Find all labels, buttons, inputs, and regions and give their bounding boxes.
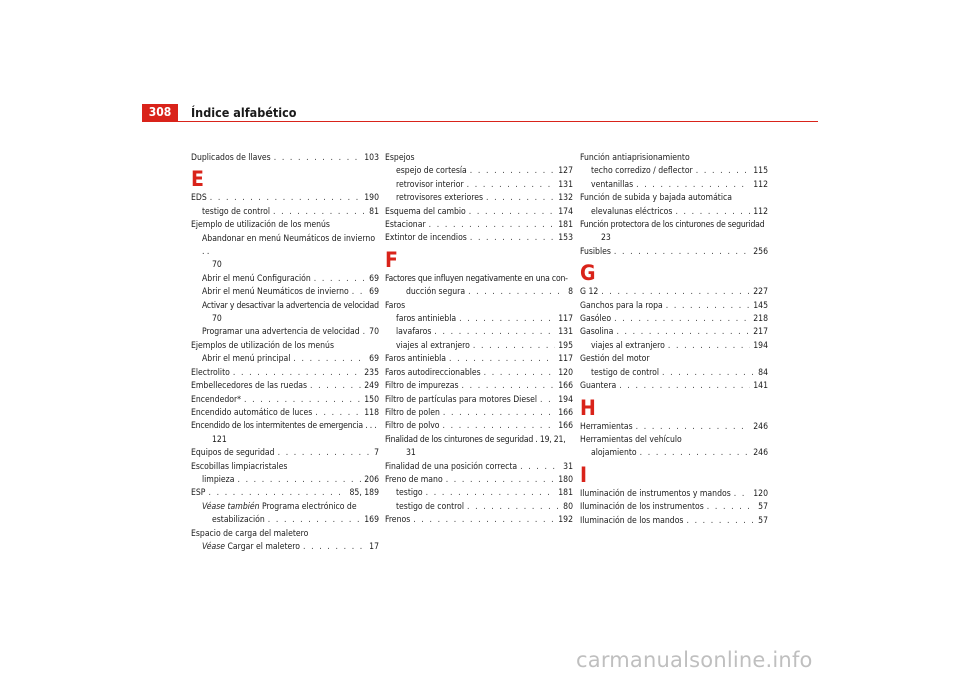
index-entry bbox=[385, 474, 573, 487]
leader-dots bbox=[662, 367, 755, 380]
leader-dots bbox=[601, 286, 750, 299]
page-ref: 174 bbox=[558, 206, 573, 217]
index-entry bbox=[385, 206, 573, 219]
leader-dots bbox=[233, 367, 361, 380]
leader-dots bbox=[640, 447, 751, 460]
entry-text: Abrir el menú Neumáticos de invierno bbox=[202, 287, 349, 298]
leader-dots bbox=[268, 514, 362, 527]
index-entry bbox=[580, 219, 768, 246]
leader-dots bbox=[686, 515, 755, 528]
entry-text: EDS bbox=[191, 193, 207, 204]
entry-text: Faros antiniebla bbox=[385, 354, 447, 365]
index-entry bbox=[580, 515, 768, 528]
index-entry bbox=[191, 461, 379, 474]
entry-text: Finalidad de una posición correcta bbox=[385, 461, 518, 472]
page-ref: 169 bbox=[364, 515, 379, 526]
index-column-3 bbox=[580, 152, 768, 528]
index-entry bbox=[191, 192, 379, 205]
page-ref: 166 bbox=[558, 381, 573, 392]
entry-text: viajes al extranjero bbox=[396, 340, 470, 351]
index-entry bbox=[191, 340, 379, 353]
index-entry bbox=[385, 514, 573, 527]
see-label: Véase bbox=[202, 541, 226, 552]
entry-text: Abandonar en menú Neumáticos de invierno . . bbox=[202, 233, 376, 258]
index-entry bbox=[191, 420, 379, 447]
page-ref: 194 bbox=[753, 340, 768, 351]
page-ref: 190 bbox=[364, 193, 379, 204]
page-ref: 246 bbox=[753, 448, 768, 459]
entry-text: Programa electrónico de bbox=[259, 501, 357, 512]
page-ref: 249 bbox=[364, 381, 379, 392]
leader-dots bbox=[237, 474, 361, 487]
index-entry bbox=[385, 152, 573, 165]
section-letter-e: E bbox=[191, 167, 204, 192]
page-ref: 70 bbox=[212, 314, 222, 325]
index-subentry bbox=[191, 326, 379, 339]
page-ref: 127 bbox=[558, 166, 573, 177]
leader-dots bbox=[614, 313, 750, 326]
index-subentry bbox=[191, 273, 379, 286]
entry-text: retrovisores exteriores bbox=[396, 193, 483, 204]
page-ref: 246 bbox=[753, 421, 768, 432]
leader-dots bbox=[310, 380, 361, 393]
entry-text: Cargar el maletero bbox=[225, 541, 301, 552]
leader-dots bbox=[614, 246, 750, 259]
entry-text: Ejemplo de utilización de los menús bbox=[191, 220, 330, 231]
page-ref: 120 bbox=[753, 488, 768, 499]
index-entry bbox=[580, 434, 768, 447]
index-entry bbox=[191, 367, 379, 380]
page-ref: 23 bbox=[601, 233, 611, 244]
leader-dots bbox=[470, 232, 555, 245]
entry-text: Espacio de carga del maletero bbox=[191, 528, 309, 539]
leader-dots bbox=[486, 192, 555, 205]
index-entry bbox=[580, 313, 768, 326]
entry-text: Encendido automático de luces bbox=[191, 407, 313, 418]
entry-text: elevalunas eléctricos bbox=[591, 206, 673, 217]
entry-text: Estacionar bbox=[385, 220, 426, 231]
index-entry bbox=[580, 246, 768, 259]
entry-text: viajes al extranjero bbox=[591, 340, 665, 351]
page-ref: 117 bbox=[558, 354, 573, 365]
entry-text: techo corredizo / deflector bbox=[591, 166, 693, 177]
leader-dots bbox=[434, 326, 555, 339]
index-entry bbox=[191, 394, 379, 407]
index-subentry bbox=[191, 300, 379, 327]
entry-text: Factores que influyen negativamente en una con- bbox=[385, 273, 568, 284]
index-entry bbox=[191, 407, 379, 420]
index-entry bbox=[580, 192, 768, 205]
page-ref: 85, 189 bbox=[349, 488, 379, 499]
leader-dots bbox=[293, 353, 366, 366]
index-subentry bbox=[580, 165, 768, 178]
page-ref: 31 bbox=[406, 448, 416, 459]
leader-dots bbox=[675, 206, 750, 219]
index-entry bbox=[385, 273, 573, 300]
leader-dots bbox=[459, 313, 555, 326]
leader-dots bbox=[429, 219, 556, 232]
see-also-label: Véase también bbox=[202, 501, 260, 512]
entry-text: Escobillas limpiacristales bbox=[191, 461, 288, 472]
entry-text: Ejemplos de utilización de los menús bbox=[191, 340, 334, 351]
entry-text-continued: ducción segura bbox=[406, 287, 466, 298]
index-entry bbox=[385, 434, 573, 461]
index-entry bbox=[191, 487, 379, 500]
page-ref: 227 bbox=[753, 287, 768, 298]
entry-text: alojamiento bbox=[591, 448, 637, 459]
entry-text: Filtro de impurezas bbox=[385, 381, 459, 392]
entry-text: Equipos de seguridad bbox=[191, 448, 275, 459]
page-ref: 103 bbox=[364, 153, 379, 163]
index-subentry bbox=[385, 501, 573, 514]
leader-dots bbox=[666, 300, 751, 313]
page-ref: 150 bbox=[364, 394, 379, 405]
entry-text: Guantera bbox=[580, 381, 617, 392]
index-subentry bbox=[385, 326, 573, 339]
index-entry bbox=[385, 367, 573, 380]
entry-text: ESP bbox=[191, 488, 206, 499]
leader-dots bbox=[616, 326, 750, 339]
index-subentry bbox=[385, 340, 573, 353]
entry-text: Faros bbox=[385, 300, 406, 311]
index-subentry bbox=[191, 233, 379, 273]
index-entry bbox=[580, 326, 768, 339]
index-subentry bbox=[580, 179, 768, 192]
page-ref: 121 bbox=[212, 434, 227, 445]
entry-text: testigo de control bbox=[396, 501, 464, 512]
entry-text: Filtro de partículas para motores Diesel bbox=[385, 394, 538, 405]
entry-text: Función protectora de los cinturones de seguridad bbox=[580, 220, 765, 231]
page-ref: 115 bbox=[753, 166, 768, 177]
leader-dots bbox=[208, 487, 346, 500]
leader-dots bbox=[520, 461, 560, 474]
leader-dots bbox=[636, 179, 750, 192]
entry-text: Extintor de incendios bbox=[385, 233, 467, 244]
entry-text: testigo de control bbox=[202, 206, 270, 217]
entry-text: Freno de mano bbox=[385, 474, 443, 485]
entry-text: Finalidad de los cinturones de seguridad . 19, 21, bbox=[385, 434, 566, 445]
page-number-badge: 308 bbox=[142, 104, 178, 121]
entry-text: Gasolina bbox=[580, 327, 614, 338]
page-ref: 132 bbox=[558, 193, 573, 204]
index-entry bbox=[385, 420, 573, 433]
entry-text: Electrolito bbox=[191, 367, 230, 378]
leader-dots bbox=[274, 152, 362, 165]
index-subentry bbox=[385, 487, 573, 500]
leader-dots bbox=[303, 541, 366, 554]
leader-dots bbox=[484, 367, 556, 380]
leader-dots bbox=[210, 192, 361, 205]
page-ref: 31 bbox=[563, 461, 573, 472]
entry-text: retrovisor interior bbox=[396, 179, 464, 190]
index-subentry bbox=[580, 447, 768, 460]
index-entry bbox=[580, 152, 768, 165]
index-subentry bbox=[191, 286, 379, 299]
section-letter-g: G bbox=[580, 261, 596, 286]
index-entry bbox=[385, 394, 573, 407]
index-subentry bbox=[385, 192, 573, 205]
index-subentry bbox=[580, 367, 768, 380]
page-ref: 112 bbox=[753, 179, 768, 190]
entry-text: Iluminación de los mandos bbox=[580, 515, 684, 526]
entry-text: G 12 bbox=[580, 287, 599, 298]
leader-dots bbox=[468, 286, 565, 299]
leader-dots bbox=[446, 474, 556, 487]
entry-text: Embellecedores de las ruedas bbox=[191, 381, 308, 392]
page-ref: 180 bbox=[558, 474, 573, 485]
entry-text: lavafaros bbox=[396, 327, 432, 338]
index-entry bbox=[580, 300, 768, 313]
index-entry bbox=[191, 447, 379, 460]
leader-dots bbox=[443, 407, 555, 420]
leader-dots bbox=[413, 514, 555, 527]
leader-dots bbox=[352, 286, 366, 299]
entry-text: testigo bbox=[396, 488, 423, 499]
index-entry bbox=[385, 232, 573, 245]
index-entry bbox=[385, 461, 573, 474]
entry-text: ventanillas bbox=[591, 179, 634, 190]
entry-text: Frenos bbox=[385, 515, 411, 526]
page-ref: 81 bbox=[369, 206, 379, 217]
page-ref: 70 bbox=[212, 260, 222, 271]
entry-text: Función antiaprisionamiento bbox=[580, 153, 690, 163]
page-ref: 7 bbox=[374, 448, 379, 459]
index-entry bbox=[580, 501, 768, 514]
index-entry bbox=[385, 219, 573, 232]
index-entry bbox=[191, 152, 379, 165]
page-ref: 166 bbox=[558, 407, 573, 418]
index-entry bbox=[580, 286, 768, 299]
page-ref: 141 bbox=[753, 381, 768, 392]
index-subentry bbox=[191, 514, 379, 527]
page-ref: 69 bbox=[369, 273, 379, 284]
page-ref: 145 bbox=[753, 300, 768, 311]
entry-text: Programar una advertencia de velocidad bbox=[202, 327, 360, 338]
leader-dots bbox=[462, 380, 556, 393]
leader-dots bbox=[696, 165, 751, 178]
leader-dots bbox=[540, 394, 555, 407]
page-ref: 120 bbox=[558, 367, 573, 378]
entry-text: Encendido de los intermitentes de emergencia . . . bbox=[191, 421, 377, 432]
page-ref: 118 bbox=[364, 407, 379, 418]
entry-text: Faros autodireccionables bbox=[385, 367, 481, 378]
index-subentry bbox=[580, 340, 768, 353]
index-subentry bbox=[191, 541, 379, 554]
index-subentry bbox=[191, 474, 379, 487]
index-entry bbox=[191, 219, 379, 232]
entry-text: Esquema del cambio bbox=[385, 206, 466, 217]
entry-text: Filtro de polen bbox=[385, 407, 440, 418]
entry-text: Abrir el menú Configuración bbox=[202, 273, 311, 284]
leader-dots bbox=[315, 407, 361, 420]
index-subentry bbox=[191, 501, 379, 514]
section-letter-i: I bbox=[580, 462, 588, 487]
page-ref: 69 bbox=[369, 287, 379, 298]
section-letter-h: H bbox=[580, 395, 596, 420]
leader-dots bbox=[707, 501, 755, 514]
entry-text: Herramientas bbox=[580, 421, 633, 432]
page-ref: 131 bbox=[558, 327, 573, 338]
page-ref: 181 bbox=[558, 488, 573, 499]
leader-dots bbox=[363, 326, 366, 339]
leader-dots bbox=[467, 179, 556, 192]
leader-dots bbox=[469, 206, 555, 219]
page-ref: 206 bbox=[364, 474, 379, 485]
leader-dots bbox=[734, 488, 750, 501]
leader-dots bbox=[244, 394, 361, 407]
entry-text: Activar y desactivar la advertencia de velocidad bbox=[202, 300, 379, 311]
page-ref: 17 bbox=[369, 541, 379, 552]
page-ref: 112 bbox=[753, 206, 768, 217]
leader-dots bbox=[314, 273, 366, 286]
index-entry bbox=[580, 421, 768, 434]
page-ref: 235 bbox=[364, 367, 379, 378]
index-column-2 bbox=[385, 152, 573, 528]
index-entry bbox=[385, 380, 573, 393]
entry-text: espejo de cortesía bbox=[396, 166, 467, 177]
entry-text: Función de subida y bajada automática bbox=[580, 193, 732, 204]
leader-dots bbox=[273, 206, 366, 219]
index-entry bbox=[580, 488, 768, 501]
watermark: carmanualsonline.info bbox=[576, 648, 813, 672]
header-rule bbox=[142, 121, 818, 122]
leader-dots bbox=[467, 501, 560, 514]
entry-text: Gestión del motor bbox=[580, 354, 650, 365]
entry-text: Gasóleo bbox=[580, 314, 612, 325]
entry-text: Filtro de polvo bbox=[385, 421, 440, 432]
page-ref: 80 bbox=[563, 501, 573, 512]
section-letter-f: F bbox=[385, 247, 398, 272]
leader-dots bbox=[426, 487, 556, 500]
index-entry bbox=[191, 528, 379, 541]
page-title: Índice alfabético bbox=[191, 105, 297, 120]
page-ref: 256 bbox=[753, 246, 768, 257]
index-subentry bbox=[191, 206, 379, 219]
entry-text: Iluminación de los instrumentos bbox=[580, 502, 704, 513]
entry-text: Fusibles bbox=[580, 246, 611, 257]
page-ref: 131 bbox=[558, 179, 573, 190]
page-ref: 181 bbox=[558, 220, 573, 231]
index-entry bbox=[580, 380, 768, 393]
page-ref: 70 bbox=[369, 327, 379, 338]
page-ref: 217 bbox=[753, 327, 768, 338]
index-subentry bbox=[191, 353, 379, 366]
entry-text: limpieza bbox=[202, 474, 235, 485]
entry-text: Espejos bbox=[385, 153, 415, 163]
page-ref: 69 bbox=[369, 354, 379, 365]
leader-dots bbox=[473, 340, 555, 353]
page-ref: 166 bbox=[558, 421, 573, 432]
entry-text: Herramientas del vehículo bbox=[580, 434, 682, 445]
index-entry bbox=[580, 353, 768, 366]
index-column-1 bbox=[191, 152, 379, 554]
entry-text: faros antiniebla bbox=[396, 314, 457, 325]
page-ref: 218 bbox=[753, 314, 768, 325]
leader-dots bbox=[443, 420, 556, 433]
leader-dots bbox=[470, 165, 555, 178]
entry-text: Abrir el menú principal bbox=[202, 354, 291, 365]
page-ref: 195 bbox=[558, 340, 573, 351]
page-ref: 194 bbox=[558, 394, 573, 405]
entry-text: estabilización bbox=[212, 515, 265, 526]
index-subentry bbox=[385, 179, 573, 192]
leader-dots bbox=[278, 447, 372, 460]
index-subentry bbox=[385, 313, 573, 326]
page-ref: 57 bbox=[758, 515, 768, 526]
entry-text: Ganchos para la ropa bbox=[580, 300, 663, 311]
page-ref: 153 bbox=[558, 233, 573, 244]
index-subentry bbox=[385, 165, 573, 178]
entry-text: testigo de control bbox=[591, 367, 659, 378]
entry-text: Encendedor* bbox=[191, 394, 242, 405]
index-entry bbox=[191, 380, 379, 393]
page-ref: 192 bbox=[558, 515, 573, 526]
entry-text: Iluminación de instrumentos y mandos bbox=[580, 488, 731, 499]
index-entry bbox=[385, 407, 573, 420]
leader-dots bbox=[449, 353, 555, 366]
leader-dots bbox=[668, 340, 750, 353]
entry-text: Duplicados de llaves bbox=[191, 153, 271, 163]
index-entry bbox=[385, 300, 573, 313]
page-ref: 117 bbox=[558, 314, 573, 325]
page-ref: 57 bbox=[758, 502, 768, 513]
page-ref: 8 bbox=[568, 287, 573, 298]
index-entry bbox=[385, 353, 573, 366]
leader-dots bbox=[619, 380, 750, 393]
page-ref: 84 bbox=[758, 367, 768, 378]
leader-dots bbox=[636, 421, 751, 434]
index-subentry bbox=[580, 206, 768, 219]
